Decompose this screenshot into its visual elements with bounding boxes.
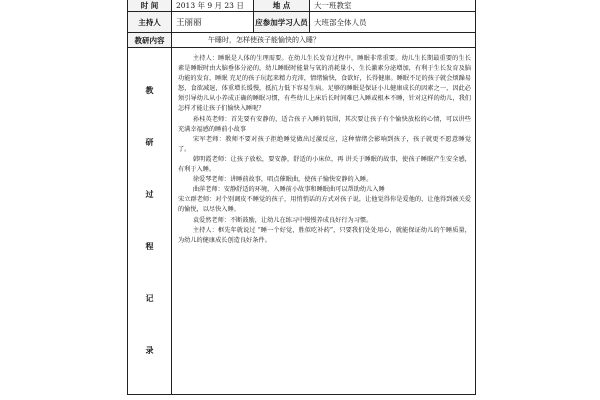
record-row (128, 48, 476, 395)
record-body (172, 48, 476, 395)
side-char: 程 (145, 242, 154, 251)
record-paragraph: 主持人：睡眠是人体的生理需要。在幼儿生长发育过程中，睡眠非常重要。幼儿生长期最重要的生长素是睡眠时由大脑垂体分泌的，幼儿睡眠时能量与氧的消耗量小，生长激素分泌增加，有利于生长发育及脑功能的发育，睡眠 充足的孩子玩起来精力充沛，情绪愉快，食欲好，长得健康。睡眠不足的孩子就会烦躁易怒，食欲减退，体重增长缓慢，抵抗力低下容易生病。足够的睡眠是保证小儿健康成长的因素之一，因此必须引导幼儿从小养成正确的睡眠习惯，有些幼儿上床后长时间难已入睡或根本不睡，针对这样的幼儿，我们怎样才能让孩子们愉快入睡呢？ (178, 55, 471, 113)
topic-row (128, 33, 476, 48)
record-table (127, 0, 476, 395)
side-char: 录 (145, 346, 154, 355)
host-label: 主持人 (128, 12, 172, 33)
time-row (128, 0, 476, 12)
record-paragraph: 宋立群老师：对个别调皮不睡觉的孩子，用悄悄话的方式对孩子说，让他觉得你是爱他的，让他得到被关爱的愉悦，以尽快入睡。 (178, 196, 471, 214)
record-paragraph: 韩明霞老师：让孩子放松，要安静，舒适的小床位，再 讲关于睡眠的故事，使孩子睡眠产生安全感，有利于入睡。 (178, 155, 471, 174)
attendees-value: 大班部全体人员 (310, 12, 476, 33)
side-char: 记 (145, 294, 154, 303)
record-paragraph: 袁爱然老师：不断鼓励，让幼儿在练习中慢慢养成良好行为习惯。 (192, 216, 373, 224)
host-row (128, 12, 476, 33)
record-paragraph: 曲萍老师：安静舒适的环境，入睡前小故事和睡眠曲可以帮助幼儿入睡 (192, 186, 385, 194)
side-char: 过 (145, 190, 154, 199)
record-paragraph: 孙桂英老师：首先要有安静的，适合孩子入睡的氛围，其次要让孩子有个愉快放松的心情，可以讲些充满幸福感的睡前小故事 (178, 115, 471, 133)
place-value: 大一班教室 (310, 0, 476, 12)
record-sheet (126, 0, 476, 400)
place-label: 地 点 (254, 0, 310, 12)
attendees-label: 应参加学习人员 (254, 12, 310, 33)
side-char: 研 (145, 138, 154, 147)
time-value: 2013 年 9 月 23 日 (172, 0, 254, 12)
topic-label: 教研内容 (128, 33, 172, 48)
time-label: 时 间 (128, 0, 172, 12)
topic-value: 午睡时，怎样使孩子能愉快的入睡？ (172, 33, 476, 48)
record-paragraph: 宋军老师：教师不要对孩子拒绝睡觉做出过激反应，这种情绪会影响到孩子，孩子就更不愿意睡觉了。 (178, 135, 471, 153)
side-char: 教 (145, 86, 154, 95)
record-paragraph: 徐爱琴老师：讲睡前故事，唱点催眠曲，使孩子愉快安静的入睡。 (192, 176, 373, 184)
host-value: 王丽丽 (172, 12, 254, 33)
record-side-label (128, 48, 172, 395)
record-paragraph: 主持人：框先年就说过 “睡一个好觉，胜似吃补药”，只要我们处处用心，就能保证幼儿的午睡质量，为幼儿的健康成长创造良好条件。 (178, 226, 471, 244)
